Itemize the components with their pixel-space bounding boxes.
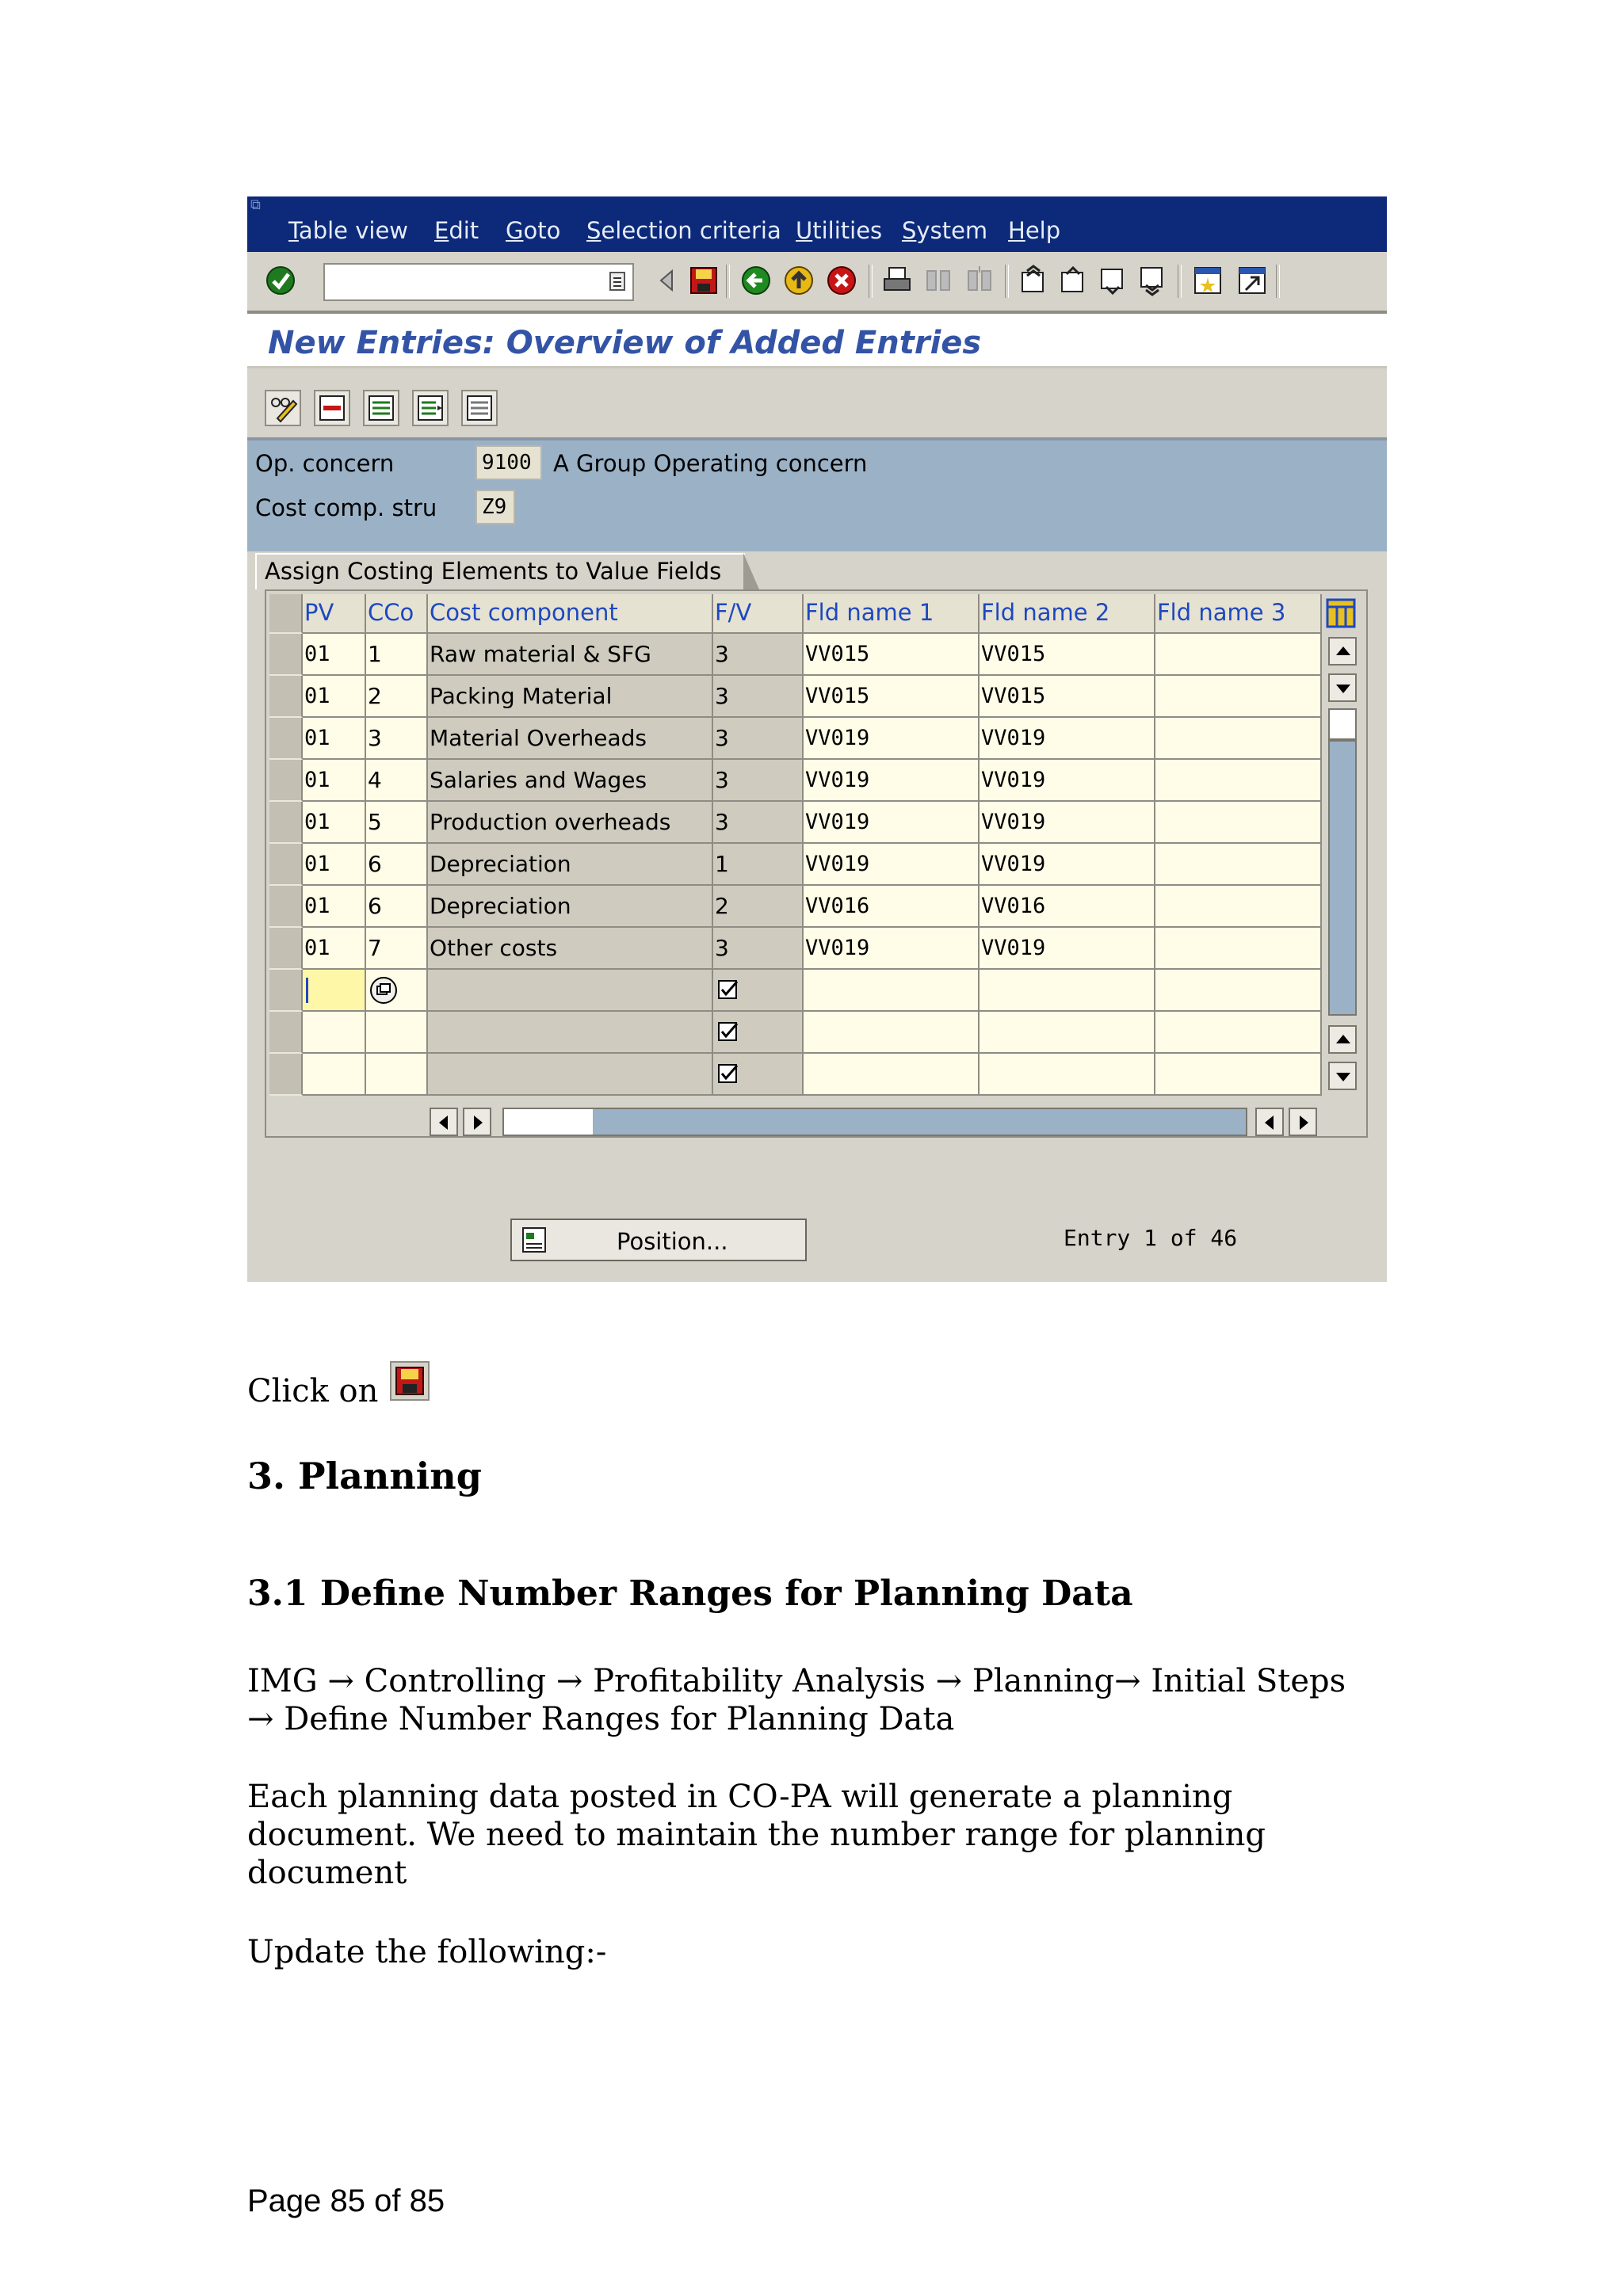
- horizontal-scroll-thumb[interactable]: [504, 1109, 593, 1135]
- table-cell-f2[interactable]: [980, 1054, 1155, 1096]
- horizontal-scrollbar[interactable]: [502, 1108, 1247, 1136]
- check-circle-icon[interactable]: [265, 265, 296, 296]
- deselect-all-button[interactable]: [461, 390, 498, 426]
- shortcut-icon[interactable]: [1236, 265, 1268, 296]
- table-cell-pv[interactable]: [303, 970, 366, 1012]
- column-header-fld-name-3[interactable]: Fld name 3: [1155, 594, 1322, 634]
- menu-help[interactable]: Help: [1008, 217, 1061, 244]
- table-cell-fv[interactable]: 3: [713, 634, 804, 676]
- toolbar-separator: [726, 265, 730, 298]
- pencil-glasses-icon: [266, 391, 300, 425]
- column-header-pv[interactable]: PV: [303, 594, 366, 634]
- table-cell-pv[interactable]: 01: [303, 676, 366, 718]
- table-cell-fv[interactable]: [713, 970, 804, 1012]
- table-cell-f3[interactable]: [1155, 634, 1322, 676]
- heading-planning: 3. Planning: [247, 1455, 482, 1497]
- table-cell-comp: [428, 970, 713, 1012]
- table-cell-fv[interactable]: [713, 1054, 804, 1096]
- arrow-right-icon: [1300, 1116, 1308, 1130]
- table-cell-f1[interactable]: [804, 1054, 980, 1096]
- table-cell-cco[interactable]: 6: [366, 886, 428, 928]
- table-cell-f1[interactable]: VV019: [804, 802, 980, 844]
- menu-utilities[interactable]: Utilities: [796, 217, 883, 244]
- table-cell-fv[interactable]: 2: [713, 886, 804, 928]
- img-path-line-2: → Define Number Ranges for Planning Data: [247, 1701, 955, 1737]
- select-block-button[interactable]: [412, 390, 449, 426]
- table-cell-comp: Depreciation: [428, 886, 713, 928]
- table-cell-f2[interactable]: [980, 970, 1155, 1012]
- table-cell-f3[interactable]: [1155, 844, 1322, 886]
- table-cell-comp: Depreciation: [428, 844, 713, 886]
- table-cell-cco[interactable]: 5: [366, 802, 428, 844]
- row-selector[interactable]: [269, 886, 303, 928]
- table-cell-fv[interactable]: 3: [713, 760, 804, 802]
- cost-comp-structure-field[interactable]: Z9: [475, 490, 515, 524]
- value-help-icon[interactable]: [368, 974, 399, 1006]
- table-cell-f2[interactable]: VV019: [980, 718, 1155, 760]
- table-cell-comp: [428, 1012, 713, 1054]
- table-cell-f1[interactable]: VV019: [804, 928, 980, 970]
- table-cell-f3[interactable]: [1155, 1054, 1322, 1096]
- table-control-panel: [265, 589, 1368, 1138]
- row-selector[interactable]: [269, 676, 303, 718]
- table-cell-f3[interactable]: [1155, 970, 1322, 1012]
- column-header-fld-name-1[interactable]: Fld name 1: [804, 594, 980, 634]
- entry-counter: Entry 1 of 46: [1064, 1225, 1238, 1251]
- select-all-button[interactable]: [363, 390, 399, 426]
- table-cell-pv[interactable]: 01: [303, 928, 366, 970]
- command-field[interactable]: [323, 263, 634, 301]
- table-settings-icon[interactable]: [1325, 597, 1357, 629]
- green-left-arrow-icon[interactable]: [740, 265, 772, 296]
- table-cell-f1[interactable]: [804, 1012, 980, 1054]
- table-cell-f3[interactable]: [1155, 676, 1322, 718]
- window-corner-icon: ⧉: [250, 196, 261, 213]
- text-cursor: [306, 978, 308, 1003]
- table-cell-f1[interactable]: VV019: [804, 718, 980, 760]
- table-cell-pv[interactable]: [303, 1012, 366, 1054]
- screen-title-bar: [247, 314, 1387, 368]
- table-cell-pv[interactable]: 01: [303, 886, 366, 928]
- page-down-button[interactable]: [1328, 1062, 1357, 1090]
- table-cell-fv[interactable]: [713, 1012, 804, 1054]
- sap-screenshot: [247, 196, 1387, 1282]
- menu-goto[interactable]: Goto: [506, 217, 561, 244]
- table-cell-f1[interactable]: [804, 970, 980, 1012]
- page-footer: Page 85 of 85: [247, 2183, 445, 2218]
- next-page-icon[interactable]: [1097, 265, 1128, 296]
- table-cell-f2[interactable]: VV019: [980, 802, 1155, 844]
- page-up-button[interactable]: [1328, 1025, 1357, 1054]
- select-all-column-header[interactable]: [269, 594, 303, 634]
- scroll-thumb[interactable]: [1328, 708, 1357, 740]
- column-header-fv[interactable]: F/V: [713, 594, 804, 634]
- paragraph-line-3: document: [247, 1855, 407, 1891]
- table-cell-f2[interactable]: VV019: [980, 844, 1155, 886]
- table-cell-f1[interactable]: VV019: [804, 760, 980, 802]
- table-cell-f1[interactable]: VV016: [804, 886, 980, 928]
- scroll-right-button[interactable]: [1289, 1108, 1317, 1136]
- table-cell-comp: Packing Material: [428, 676, 713, 718]
- table-cell-f2[interactable]: VV019: [980, 760, 1155, 802]
- deselect-all-icon: [463, 391, 496, 425]
- table-cell-pv[interactable]: 01: [303, 718, 366, 760]
- arrow-right-icon: [474, 1116, 483, 1130]
- arrow-left-icon: [439, 1116, 448, 1130]
- menu-edit[interactable]: Edit: [434, 217, 479, 244]
- update-text: Update the following:-: [247, 1934, 607, 1970]
- table-cell-cco[interactable]: [366, 1054, 428, 1096]
- table-cell-cco[interactable]: [366, 970, 428, 1012]
- application-toolbar: [247, 379, 1387, 441]
- toolbar-separator: [1178, 265, 1182, 298]
- heading-number-ranges: 3.1 Define Number Ranges for Planning Data: [247, 1573, 1133, 1614]
- table-cell-comp: Raw material & SFG: [428, 634, 713, 676]
- table-cell-f3[interactable]: [1155, 928, 1322, 970]
- checkbox-checked-icon[interactable]: [716, 978, 740, 1002]
- screen-title: New Entries: Overview of Added Entries: [268, 325, 982, 361]
- table-cell-f2[interactable]: VV015: [980, 634, 1155, 676]
- row-selector[interactable]: [269, 970, 303, 1012]
- table-cell-cco[interactable]: 1: [366, 634, 428, 676]
- scroll-up-button[interactable]: [1328, 637, 1357, 666]
- table-cell-f1[interactable]: VV015: [804, 676, 980, 718]
- arrow-up-icon: [1336, 646, 1350, 655]
- table-cell-pv[interactable]: 01: [303, 760, 366, 802]
- find-icon: [922, 265, 954, 296]
- printer-icon[interactable]: [881, 265, 913, 296]
- table-cell-fv[interactable]: 1: [713, 844, 804, 886]
- table-cell-f3[interactable]: [1155, 760, 1322, 802]
- dropdown-list-icon[interactable]: [609, 271, 626, 292]
- img-path-line-1: IMG → Controlling → Profitability Analysis → Planning→ Initial Steps: [247, 1663, 1346, 1699]
- paragraph-line-2: document. We need to maintain the number range for planning: [247, 1817, 1266, 1853]
- delete-entry-button[interactable]: [314, 390, 350, 426]
- column-header-cco[interactable]: CCo: [366, 594, 428, 634]
- scroll-right-button[interactable]: [463, 1108, 491, 1136]
- floppy-disk-icon: [390, 1361, 430, 1401]
- table-cell-comp: Other costs: [428, 928, 713, 970]
- checkbox-checked-icon[interactable]: [716, 1020, 740, 1044]
- table-cell-pv[interactable]: [303, 1054, 366, 1096]
- click-on-text: Click on: [247, 1373, 379, 1409]
- table-cell-comp: Salaries and Wages: [428, 760, 713, 802]
- yellow-up-arrow-icon[interactable]: [783, 265, 815, 296]
- table-cell-fv[interactable]: 3: [713, 928, 804, 970]
- select-block-icon: [414, 391, 447, 425]
- toolbar-separator: [869, 265, 873, 298]
- row-selector[interactable]: [269, 844, 303, 886]
- last-page-icon[interactable]: [1136, 265, 1168, 296]
- first-page-icon[interactable]: [1018, 265, 1049, 296]
- checkbox-checked-icon[interactable]: [716, 1062, 740, 1086]
- standard-toolbar: [247, 252, 1387, 314]
- op-concern-field[interactable]: 9100: [475, 445, 542, 480]
- menu-selection-criteria[interactable]: Selection criteria: [586, 217, 781, 244]
- vertical-scrollbar[interactable]: [1328, 637, 1357, 1097]
- column-header-cost-component[interactable]: Cost component: [428, 594, 713, 634]
- column-header-fld-name-2[interactable]: Fld name 2: [980, 594, 1155, 634]
- row-selector[interactable]: [269, 718, 303, 760]
- tab-assign-costing-elements[interactable]: [255, 553, 745, 589]
- scroll-left-button[interactable]: [1255, 1108, 1284, 1136]
- table-cell-comp: Material Overheads: [428, 718, 713, 760]
- table-cell-fv[interactable]: 3: [713, 802, 804, 844]
- table-cell-cco[interactable]: 6: [366, 844, 428, 886]
- table-cell-f2[interactable]: VV016: [980, 886, 1155, 928]
- table-cell-f3[interactable]: [1155, 802, 1322, 844]
- collapse-left-icon[interactable]: [651, 265, 683, 296]
- op-concern-label: Op. concern: [255, 450, 395, 477]
- table-cell-f2[interactable]: [980, 1012, 1155, 1054]
- op-concern-description: A Group Operating concern: [553, 450, 868, 477]
- select-all-icon: [365, 391, 398, 425]
- toolbar-separator: [1005, 265, 1009, 298]
- scroll-down-button[interactable]: [1328, 673, 1357, 702]
- table-cell-pv[interactable]: 01: [303, 634, 366, 676]
- arrow-left-icon: [1265, 1116, 1274, 1130]
- arrow-down-icon: [1336, 685, 1350, 693]
- table-cell-pv[interactable]: 01: [303, 844, 366, 886]
- tab-label: Assign Costing Elements to Value Fields: [265, 558, 722, 585]
- arrow-down-icon: [1336, 1073, 1350, 1081]
- table-cell-comp: [428, 1054, 713, 1096]
- floppy-disk-icon[interactable]: [688, 265, 720, 296]
- find-next-icon: [964, 265, 995, 296]
- table-cell-f1[interactable]: VV015: [804, 634, 980, 676]
- change-display-button[interactable]: [265, 390, 301, 426]
- scroll-left-button[interactable]: [430, 1108, 458, 1136]
- table-cell-fv[interactable]: 3: [713, 676, 804, 718]
- table-cell-cco[interactable]: 3: [366, 718, 428, 760]
- paragraph-line-1: Each planning data posted in CO-PA will generate a planning: [247, 1779, 1233, 1815]
- menu-system[interactable]: System: [902, 217, 988, 244]
- row-selector[interactable]: [269, 802, 303, 844]
- table-cell-f2[interactable]: VV019: [980, 928, 1155, 970]
- row-selector[interactable]: [269, 928, 303, 970]
- table-cell-cco[interactable]: 4: [366, 760, 428, 802]
- new-session-icon[interactable]: [1192, 265, 1224, 296]
- row-selector[interactable]: [269, 1012, 303, 1054]
- header-area: [247, 441, 1387, 551]
- red-x-icon[interactable]: [826, 265, 857, 296]
- table-cell-comp: Production overheads: [428, 802, 713, 844]
- menu-bar: [247, 196, 1387, 252]
- delete-row-icon: [315, 391, 349, 425]
- table-control: [269, 594, 1363, 1104]
- table-cell-cco[interactable]: 7: [366, 928, 428, 970]
- cost-comp-structure-label: Cost comp. stru: [255, 494, 437, 521]
- table-cell-f3[interactable]: [1155, 1012, 1322, 1054]
- scroll-track[interactable]: [1328, 740, 1357, 1016]
- position-icon: [520, 1225, 552, 1255]
- table-cell-f1[interactable]: VV019: [804, 844, 980, 886]
- position-button[interactable]: [510, 1219, 807, 1261]
- table-cell-f3[interactable]: [1155, 886, 1322, 928]
- table-cell-cco[interactable]: 2: [366, 676, 428, 718]
- table-cell-f2[interactable]: VV015: [980, 676, 1155, 718]
- row-selector[interactable]: [269, 634, 303, 676]
- previous-page-icon[interactable]: [1057, 265, 1089, 296]
- position-button-label: Position...: [617, 1228, 728, 1255]
- arrow-up-icon: [1336, 1035, 1350, 1043]
- table-cell-fv[interactable]: 3: [713, 718, 804, 760]
- toolbar-separator: [1276, 265, 1280, 298]
- table-cell-pv[interactable]: 01: [303, 802, 366, 844]
- table-cell-cco[interactable]: [366, 1012, 428, 1054]
- menu-table-view[interactable]: Table view: [288, 217, 408, 244]
- table-cell-f3[interactable]: [1155, 718, 1322, 760]
- row-selector[interactable]: [269, 1054, 303, 1096]
- row-selector[interactable]: [269, 760, 303, 802]
